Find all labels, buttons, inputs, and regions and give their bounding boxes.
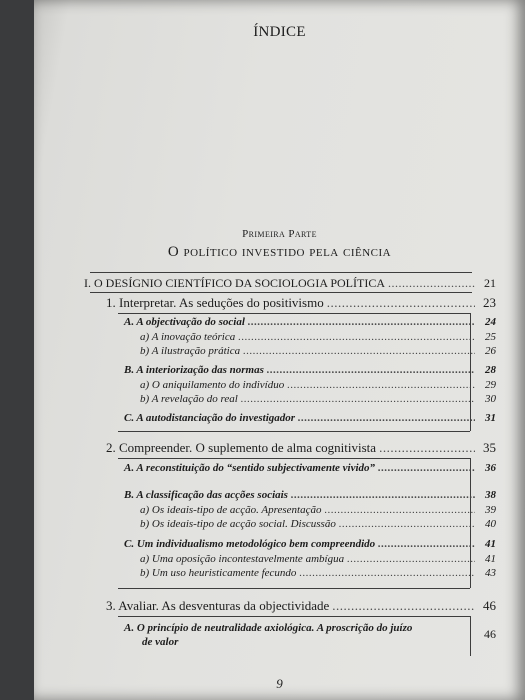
toc-entry-1A xyxy=(124,316,496,328)
toc-entry-label: B. A classificação das acções sociais xyxy=(124,489,288,501)
toc-entry-2Ba xyxy=(140,504,496,516)
toc-leader-dots xyxy=(241,393,475,405)
toc-entry-page: 25 xyxy=(485,331,496,343)
toc-entry-label: b) A revelação do real xyxy=(140,393,238,405)
toc-entry-label: 1. Interpretar. As seduções do positivismo xyxy=(106,295,324,310)
toc-entry-label: C. Um individualismo metodológico bem compreendido xyxy=(124,538,376,550)
toc-entry-chapter-1 xyxy=(84,276,496,291)
section-2-rule xyxy=(118,458,470,459)
toc-entry-page: 41 xyxy=(485,553,496,565)
book-page xyxy=(34,0,525,700)
toc-entry-label: B. A interiorização das normas xyxy=(124,364,264,376)
toc-entry-1B xyxy=(124,364,496,376)
toc-entry-section-1 xyxy=(106,295,496,311)
toc-entry-2Cb xyxy=(140,567,496,579)
toc-leader-dots xyxy=(378,462,475,474)
toc-entry-page: 41 xyxy=(485,538,496,550)
toc-entry-page: 35 xyxy=(483,440,496,455)
toc-entry-label: b) Um uso heuristicamente fecundo xyxy=(140,567,297,579)
toc-entry-section-2 xyxy=(106,440,496,456)
page-title: ÍNDICE xyxy=(253,24,306,40)
toc-leader-dots xyxy=(339,518,475,530)
toc-entry-2B xyxy=(124,489,496,501)
toc-leader-dots xyxy=(287,379,475,391)
toc-entry-label: A. A reconstituição do “sentido subjectivamente vivido” xyxy=(124,462,376,474)
toc-entry-label: a) A inovação teórica xyxy=(140,331,236,343)
chapter-top-rule xyxy=(90,272,472,273)
toc-entry-page: 38 xyxy=(485,489,496,501)
section-3-vertical-rule xyxy=(470,616,471,656)
toc-entry-label: b) A ilustração prática xyxy=(140,345,241,357)
toc-entry-label: a) Uma oposição incontestavelmente ambígua xyxy=(140,553,345,565)
toc-entry-2C xyxy=(124,538,496,550)
toc-leader-dots xyxy=(238,331,475,343)
toc-entry-page: 28 xyxy=(485,364,496,376)
toc-entry-section-3 xyxy=(106,598,496,614)
toc-entry-label: I. O DESÍGNIO CIENTÍFICO DA SOCIOLOGIA POLÍTICA xyxy=(84,276,385,290)
toc-entry-2Bb xyxy=(140,518,496,530)
toc-entry-2Ca xyxy=(140,553,496,565)
toc-leader-dots xyxy=(388,276,475,291)
toc-entry-label: a) Os ideais-tipo de acção. Apresentação xyxy=(140,504,322,516)
toc-entry-label: 3. Avaliar. As desventuras da objectividade xyxy=(106,598,330,613)
toc-entry-page: 46 xyxy=(483,598,496,613)
toc-leader-dots xyxy=(248,316,475,328)
toc-entry-label: 2. Compreender. O suplemento de alma cognitivista xyxy=(106,440,377,455)
toc-entry-1C xyxy=(124,412,496,424)
section-1-rule xyxy=(118,313,470,314)
toc-entry-page: 30 xyxy=(485,393,496,405)
toc-entry-label: A. A objectivação do social xyxy=(124,316,245,328)
toc-entry-page: 21 xyxy=(484,276,496,290)
toc-entry-page: 39 xyxy=(485,504,496,516)
toc-entry-1Ba xyxy=(140,379,496,391)
toc-leader-dots xyxy=(298,412,475,424)
toc-leader-dots xyxy=(267,364,475,376)
toc-entry-page: 43 xyxy=(485,567,496,579)
toc-leader-dots xyxy=(332,598,475,614)
section-2-bottom-rule xyxy=(118,588,470,589)
toc-leader-dots xyxy=(327,295,475,311)
section-1-bottom-rule xyxy=(118,431,470,432)
toc-entry-page: 36 xyxy=(485,462,496,474)
toc-entry-3A-line1: A. O princípio de neutralidade axiológica. A proscrição do juízo xyxy=(124,622,413,634)
toc-leader-dots xyxy=(378,538,475,550)
part-label: Primeira Parte xyxy=(242,228,317,240)
toc-entry-1Aa xyxy=(140,331,496,343)
toc-entry-2A xyxy=(124,462,496,474)
toc-entry-3A-page: 46 xyxy=(484,627,496,641)
toc-entry-page: 31 xyxy=(485,412,496,424)
toc-leader-dots xyxy=(379,440,475,456)
toc-entry-label: b) Os ideais-tipo de acção social. Discussão xyxy=(140,518,336,530)
toc-leader-dots xyxy=(347,553,475,565)
toc-entry-1Bb xyxy=(140,393,496,405)
page-number: 9 xyxy=(276,676,283,691)
toc-leader-dots xyxy=(243,345,475,357)
toc-entry-page: 40 xyxy=(485,518,496,530)
section-3-rule xyxy=(118,616,470,617)
toc-entry-label: a) O aniquilamento do indivíduo xyxy=(140,379,285,391)
part-title: O político investido pela ciência xyxy=(167,244,392,260)
toc-leader-dots xyxy=(291,489,475,501)
toc-entry-page: 24 xyxy=(485,316,496,328)
chapter-bottom-rule xyxy=(90,292,472,293)
toc-leader-dots xyxy=(299,567,475,579)
toc-entry-1Ab xyxy=(140,345,496,357)
toc-entry-label: C. A autodistanciação do investigador xyxy=(124,412,296,424)
toc-entry-page: 23 xyxy=(483,295,496,310)
toc-entry-page: 26 xyxy=(485,345,496,357)
toc-entry-3A-line2: de valor xyxy=(142,636,179,648)
toc-leader-dots xyxy=(324,504,475,516)
toc-entry-page: 29 xyxy=(485,379,496,391)
